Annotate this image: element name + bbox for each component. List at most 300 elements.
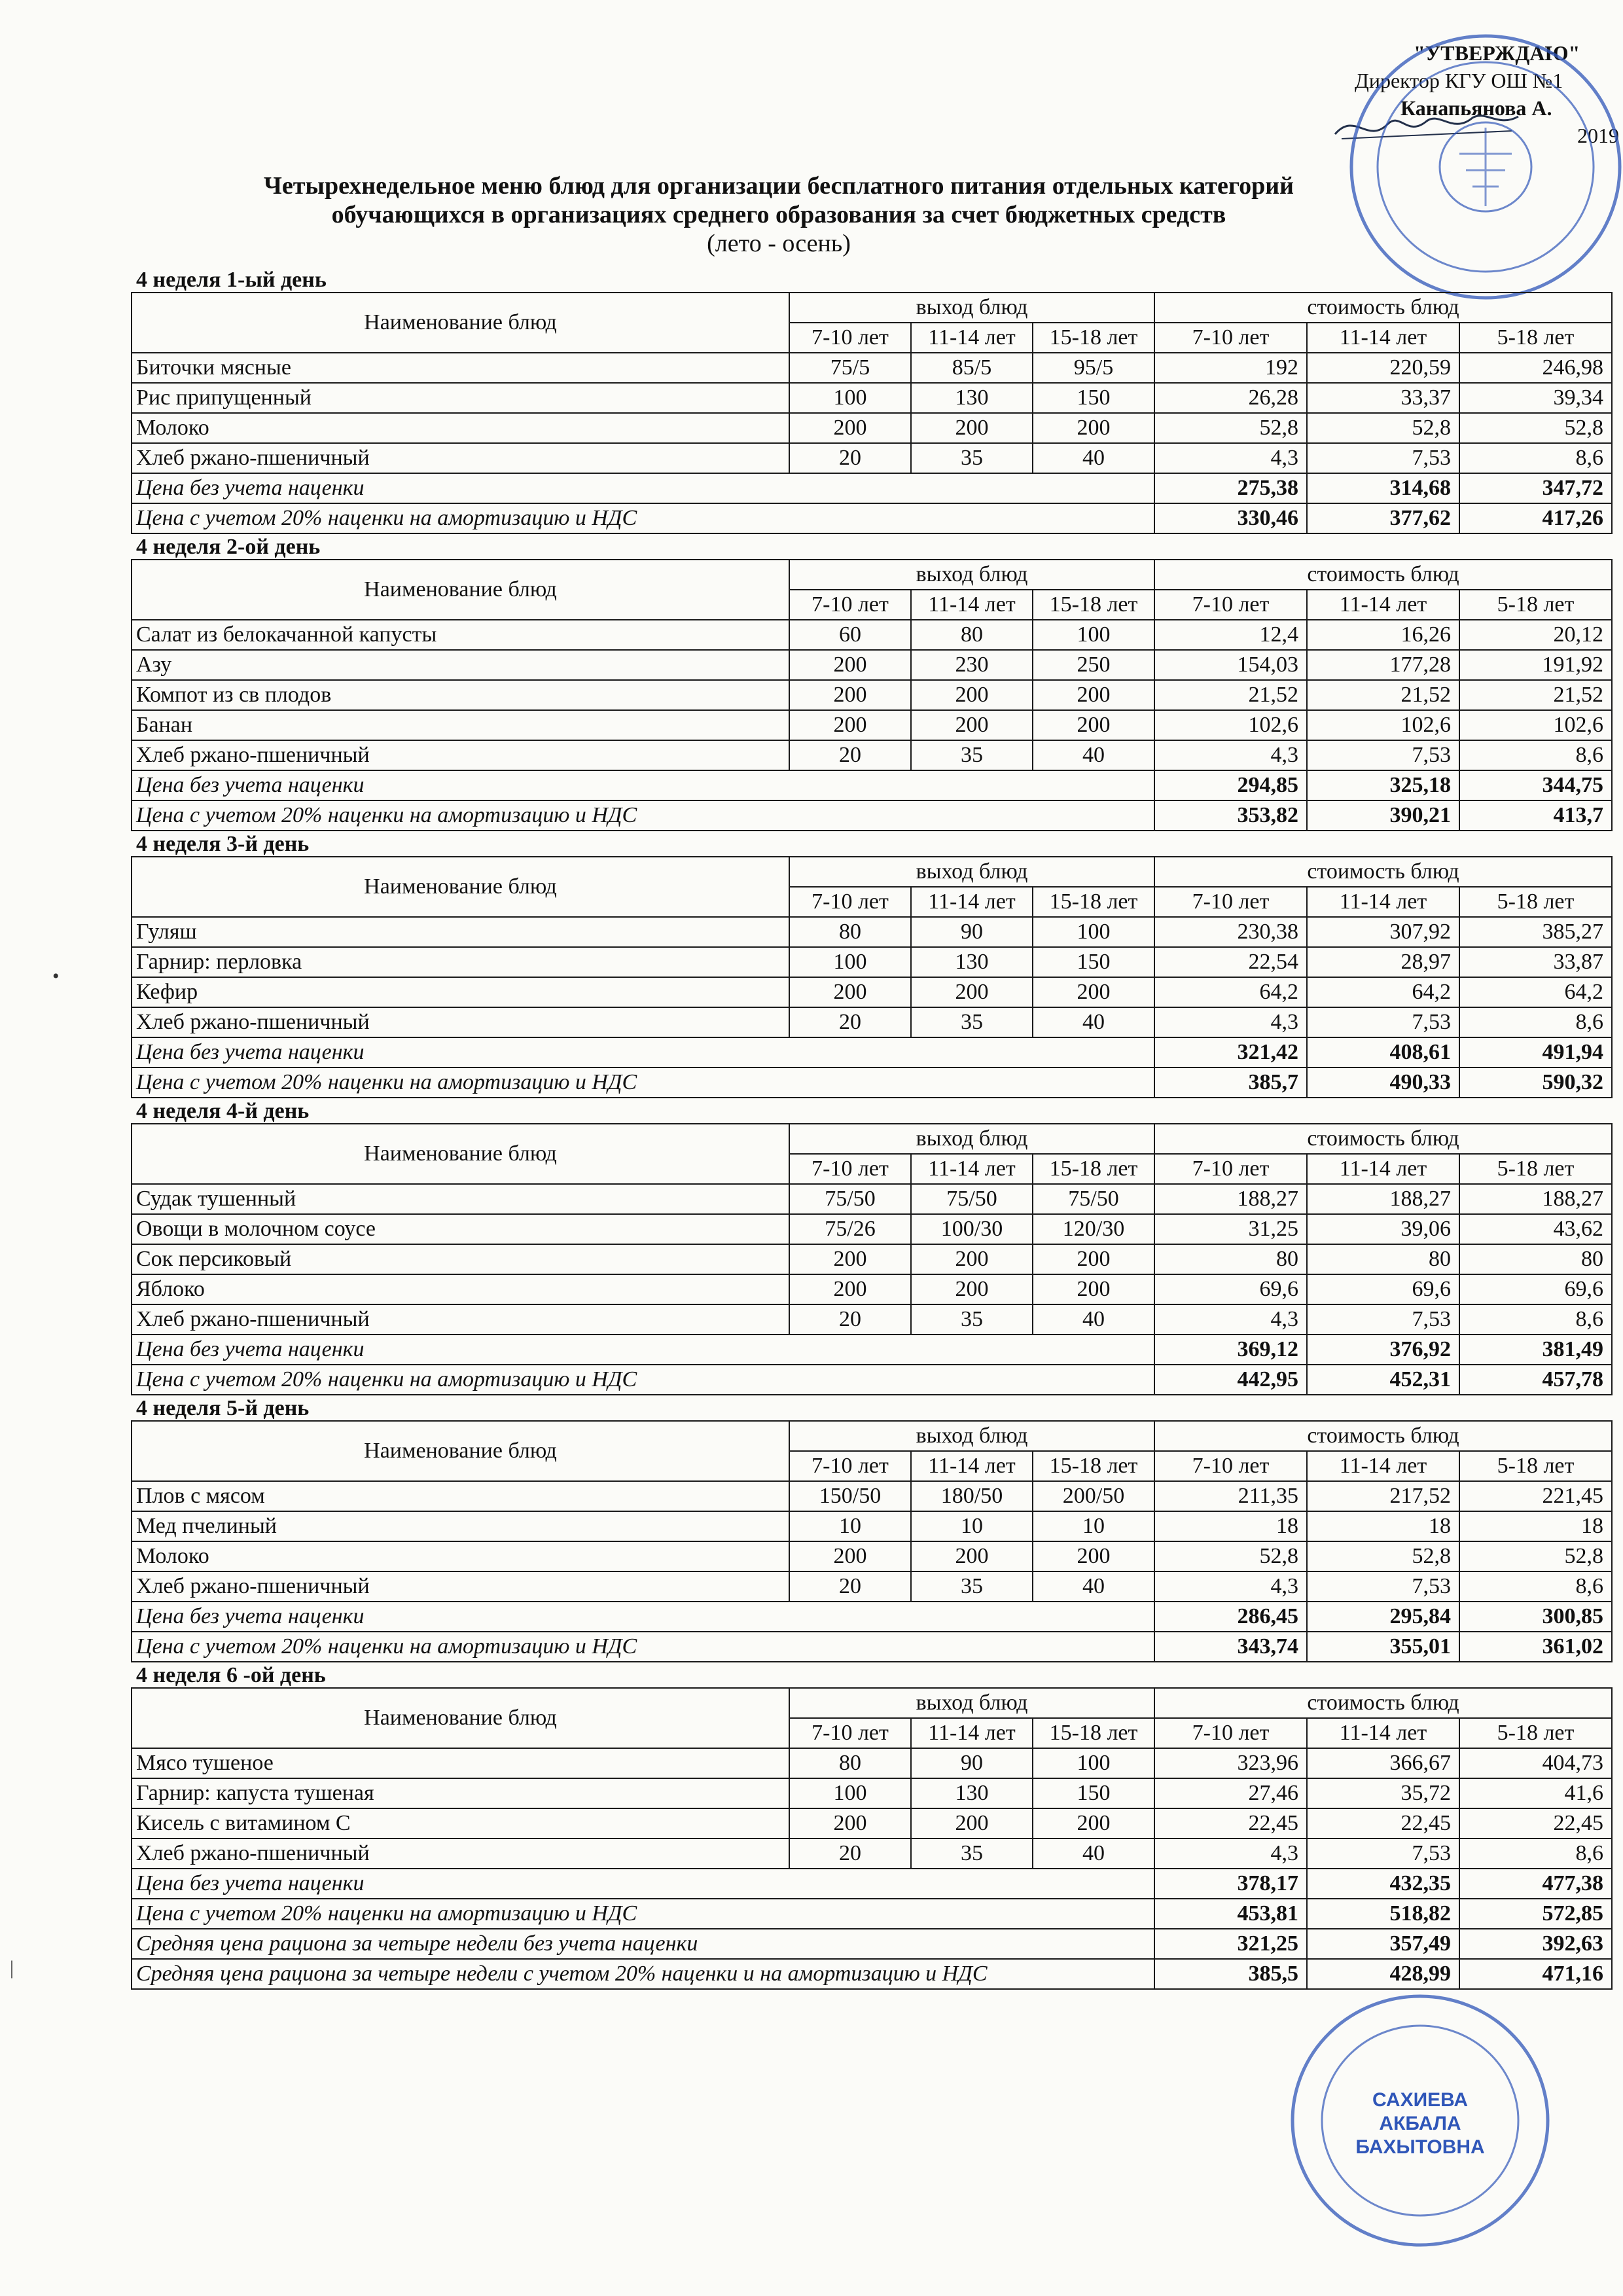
day-menu-table xyxy=(131,856,1613,1098)
dish-cost: 307,92 xyxy=(1307,917,1459,947)
summary-label: Цена без учета наценки xyxy=(132,473,1154,503)
dish-cost: 64,2 xyxy=(1154,977,1307,1007)
summary-value: 344,75 xyxy=(1459,770,1612,800)
dish-cost: 69,6 xyxy=(1154,1274,1307,1304)
summary-value: 314,68 xyxy=(1307,473,1459,503)
dish-cost: 7,53 xyxy=(1307,443,1459,473)
dish-cost: 31,25 xyxy=(1154,1214,1307,1244)
dish-name: Хлеб ржано-пшеничный xyxy=(132,1304,789,1335)
column-header-cost: стоимость блюд xyxy=(1154,1421,1612,1451)
dish-cost: 80 xyxy=(1307,1244,1459,1274)
dish-cost: 80 xyxy=(1154,1244,1307,1274)
dish-yield: 130 xyxy=(911,947,1033,977)
dish-cost: 21,52 xyxy=(1154,680,1307,710)
dish-yield: 35 xyxy=(911,740,1033,770)
column-header-dish-name: Наименование блюд xyxy=(132,1124,789,1184)
table-row xyxy=(132,1571,1612,1602)
dish-cost: 4,3 xyxy=(1154,1571,1307,1602)
dish-cost: 188,27 xyxy=(1307,1184,1459,1214)
dish-yield: 75/5 xyxy=(789,353,911,383)
dish-yield: 10 xyxy=(789,1511,911,1541)
dish-name: Биточки мясные xyxy=(132,353,789,383)
column-header-age-yield: 15-18 лет xyxy=(1033,1154,1154,1184)
column-header-age-yield: 7-10 лет xyxy=(789,1718,911,1748)
table-row xyxy=(132,1808,1612,1839)
table-row xyxy=(132,353,1612,383)
dish-cost: 21,52 xyxy=(1459,680,1612,710)
day-label: 4 неделя 3-й день xyxy=(136,832,310,856)
day-label: 4 неделя 4-й день xyxy=(136,1099,310,1123)
dish-name: Хлеб ржано-пшеничный xyxy=(132,1839,789,1869)
dish-yield: 200 xyxy=(1033,1808,1154,1839)
table-row xyxy=(132,383,1612,413)
column-header-age-yield: 11-14 лет xyxy=(911,1451,1033,1481)
dish-name: Хлеб ржано-пшеничный xyxy=(132,443,789,473)
column-header-age-cost: 7-10 лет xyxy=(1154,1718,1307,1748)
dish-name: Хлеб ржано-пшеничный xyxy=(132,1007,789,1037)
dish-cost: 7,53 xyxy=(1307,1007,1459,1037)
summary-value: 385,7 xyxy=(1154,1067,1307,1098)
average-row xyxy=(132,1959,1612,1989)
dish-name: Хлеб ржано-пшеничный xyxy=(132,1571,789,1602)
summary-label: Цена без учета наценки xyxy=(132,770,1154,800)
dish-cost: 211,35 xyxy=(1154,1481,1307,1511)
column-header-age-cost: 5-18 лет xyxy=(1459,887,1612,917)
table-row xyxy=(132,740,1612,770)
summary-value: 355,01 xyxy=(1307,1632,1459,1662)
column-header-age-yield: 7-10 лет xyxy=(789,323,911,353)
column-header-age-yield: 11-14 лет xyxy=(911,590,1033,620)
document-title-line-1: Четырехнедельное меню блюд для организации бесплатного питания отдельных категорий xyxy=(263,172,1294,200)
dish-cost: 22,54 xyxy=(1154,947,1307,977)
day-menu-table xyxy=(131,559,1613,831)
column-header-age-cost: 7-10 лет xyxy=(1154,590,1307,620)
dish-yield: 200 xyxy=(1033,680,1154,710)
column-header-cost: стоимость блюд xyxy=(1154,293,1612,323)
table-row xyxy=(132,1214,1612,1244)
dish-yield: 200 xyxy=(789,977,911,1007)
dish-name: Салат из белокачанной капусты xyxy=(132,620,789,650)
dish-yield: 20 xyxy=(789,1304,911,1335)
summary-value: 294,85 xyxy=(1154,770,1307,800)
column-header-age-yield: 15-18 лет xyxy=(1033,323,1154,353)
column-header-dish-name: Наименование блюд xyxy=(132,293,789,353)
dish-cost: 35,72 xyxy=(1307,1778,1459,1808)
column-header-age-yield: 15-18 лет xyxy=(1033,590,1154,620)
dish-yield: 100 xyxy=(1033,620,1154,650)
table-row xyxy=(132,1184,1612,1214)
summary-value: 453,81 xyxy=(1154,1899,1307,1929)
summary-value: 590,32 xyxy=(1459,1067,1612,1098)
dish-cost: 39,34 xyxy=(1459,383,1612,413)
approval-date: 2019 xyxy=(1577,124,1619,147)
summary-row xyxy=(132,1632,1612,1662)
dish-yield: 200 xyxy=(911,710,1033,740)
dish-yield: 200 xyxy=(911,413,1033,443)
table-row xyxy=(132,1778,1612,1808)
dish-yield: 200 xyxy=(1033,413,1154,443)
summary-value: 275,38 xyxy=(1154,473,1307,503)
column-header-age-cost: 5-18 лет xyxy=(1459,590,1612,620)
column-header-cost: стоимость блюд xyxy=(1154,560,1612,590)
scan-mark: | xyxy=(10,1957,14,1979)
stamp-name-2: АКБАЛА xyxy=(1379,2113,1461,2134)
dish-cost: 102,6 xyxy=(1154,710,1307,740)
column-header-dish-name: Наименование блюд xyxy=(132,1421,789,1481)
summary-row xyxy=(132,1899,1612,1929)
dish-cost: 64,2 xyxy=(1459,977,1612,1007)
day-label: 4 неделя 1-ый день xyxy=(136,268,327,292)
day-label: 4 неделя 6 -ой день xyxy=(136,1663,326,1687)
summary-value: 347,72 xyxy=(1459,473,1612,503)
dish-cost: 8,6 xyxy=(1459,1839,1612,1869)
dish-yield: 60 xyxy=(789,620,911,650)
stamp-name-1: САХИЕВА xyxy=(1372,2089,1469,2111)
summary-value: 452,31 xyxy=(1307,1365,1459,1395)
dish-yield: 200 xyxy=(1033,1541,1154,1571)
column-header-age-yield: 7-10 лет xyxy=(789,590,911,620)
summary-value: 286,45 xyxy=(1154,1602,1307,1632)
dish-cost: 80 xyxy=(1459,1244,1612,1274)
dish-yield: 35 xyxy=(911,1571,1033,1602)
dish-yield: 150 xyxy=(1033,383,1154,413)
dish-yield: 150 xyxy=(1033,1778,1154,1808)
summary-label: Цена с учетом 20% наценки на амортизацию и НДС xyxy=(132,1899,1154,1929)
dish-yield: 100 xyxy=(1033,917,1154,947)
dish-cost: 33,37 xyxy=(1307,383,1459,413)
dish-yield: 100 xyxy=(789,383,911,413)
dish-cost: 16,26 xyxy=(1307,620,1459,650)
table-row xyxy=(132,1244,1612,1274)
table-row xyxy=(132,1541,1612,1571)
table-row xyxy=(132,443,1612,473)
summary-row xyxy=(132,1365,1612,1395)
dish-yield: 40 xyxy=(1033,1839,1154,1869)
column-header-yield: выход блюд xyxy=(789,293,1154,323)
column-header-age-yield: 7-10 лет xyxy=(789,1451,911,1481)
dish-cost: 21,52 xyxy=(1307,680,1459,710)
summary-row xyxy=(132,800,1612,831)
summary-label: Цена без учета наценки xyxy=(132,1037,1154,1067)
approval-title: "УТВЕРЖДАЮ" xyxy=(1414,41,1580,65)
summary-value: 442,95 xyxy=(1154,1365,1307,1395)
average-label: Средняя цена рациона за четыре недели без учета наценки xyxy=(132,1929,1154,1959)
summary-value: 330,46 xyxy=(1154,503,1307,533)
dish-yield: 75/50 xyxy=(911,1184,1033,1214)
dish-yield: 200 xyxy=(1033,977,1154,1007)
dish-cost: 18 xyxy=(1459,1511,1612,1541)
dish-cost: 4,3 xyxy=(1154,1007,1307,1037)
dish-yield: 35 xyxy=(911,443,1033,473)
dish-name: Молоко xyxy=(132,413,789,443)
dish-cost: 28,97 xyxy=(1307,947,1459,977)
dish-yield: 200 xyxy=(911,680,1033,710)
dish-yield: 40 xyxy=(1033,740,1154,770)
dish-cost: 12,4 xyxy=(1154,620,1307,650)
dish-name: Сок персиковый xyxy=(132,1244,789,1274)
column-header-age-yield: 7-10 лет xyxy=(789,1154,911,1184)
summary-value: 353,82 xyxy=(1154,800,1307,831)
dish-yield: 200 xyxy=(789,650,911,680)
summary-label: Цена с учетом 20% наценки на амортизацию и НДС xyxy=(132,503,1154,533)
column-header-yield: выход блюд xyxy=(789,560,1154,590)
document-title-line-2: обучающихся в организациях среднего образования за счет бюджетных средств xyxy=(331,201,1226,228)
summary-value: 361,02 xyxy=(1459,1632,1612,1662)
summary-value: 390,21 xyxy=(1307,800,1459,831)
dish-cost: 20,12 xyxy=(1459,620,1612,650)
official-stamp-top xyxy=(1270,29,1623,304)
dish-cost: 7,53 xyxy=(1307,1839,1459,1869)
summary-label: Цена с учетом 20% наценки на амортизацию и НДС xyxy=(132,1632,1154,1662)
dish-name: Азу xyxy=(132,650,789,680)
dish-name: Гуляш xyxy=(132,917,789,947)
summary-label: Цена без учета наценки xyxy=(132,1602,1154,1632)
dish-yield: 20 xyxy=(789,740,911,770)
summary-value: 300,85 xyxy=(1459,1602,1612,1632)
dish-cost: 8,6 xyxy=(1459,1007,1612,1037)
dish-yield: 180/50 xyxy=(911,1481,1033,1511)
average-value: 471,16 xyxy=(1459,1959,1612,1989)
column-header-yield: выход блюд xyxy=(789,1421,1154,1451)
dish-name: Хлеб ржано-пшеничный xyxy=(132,740,789,770)
column-header-dish-name: Наименование блюд xyxy=(132,1688,789,1748)
dish-cost: 177,28 xyxy=(1307,650,1459,680)
column-header-age-cost: 5-18 лет xyxy=(1459,323,1612,353)
dish-yield: 200 xyxy=(1033,1274,1154,1304)
column-header-age-cost: 7-10 лет xyxy=(1154,1154,1307,1184)
dish-yield: 200 xyxy=(789,680,911,710)
approval-name: Канапьянова А. xyxy=(1400,96,1552,120)
dish-cost: 41,6 xyxy=(1459,1778,1612,1808)
dish-yield: 200 xyxy=(789,1244,911,1274)
average-value: 392,63 xyxy=(1459,1929,1612,1959)
dish-cost: 8,6 xyxy=(1459,1304,1612,1335)
summary-value: 343,74 xyxy=(1154,1632,1307,1662)
dish-cost: 18 xyxy=(1307,1511,1459,1541)
dish-yield: 95/5 xyxy=(1033,353,1154,383)
column-header-cost: стоимость блюд xyxy=(1154,1124,1612,1154)
column-header-age-cost: 5-18 лет xyxy=(1459,1718,1612,1748)
dish-cost: 69,6 xyxy=(1459,1274,1612,1304)
summary-value: 381,49 xyxy=(1459,1335,1612,1365)
column-header-age-yield: 11-14 лет xyxy=(911,1718,1033,1748)
dish-name: Яблоко xyxy=(132,1274,789,1304)
dish-yield: 100 xyxy=(1033,1748,1154,1778)
dish-yield: 80 xyxy=(789,917,911,947)
day-menu-table xyxy=(131,1687,1613,1990)
column-header-age-cost: 11-14 лет xyxy=(1307,590,1459,620)
column-header-age-yield: 7-10 лет xyxy=(789,887,911,917)
dish-cost: 191,92 xyxy=(1459,650,1612,680)
average-label: Средняя цена рациона за четыре недели с учетом 20% наценки и на амортизацию и НДС xyxy=(132,1959,1154,1989)
document-season: (лето - осень) xyxy=(707,230,851,257)
summary-label: Цена с учетом 20% наценки на амортизацию и НДС xyxy=(132,800,1154,831)
average-value: 321,25 xyxy=(1154,1929,1307,1959)
table-row xyxy=(132,977,1612,1007)
dish-cost: 64,2 xyxy=(1307,977,1459,1007)
dish-cost: 39,06 xyxy=(1307,1214,1459,1244)
dish-name: Гарнир: капуста тушеная xyxy=(132,1778,789,1808)
dish-cost: 52,8 xyxy=(1154,1541,1307,1571)
dish-yield: 20 xyxy=(789,443,911,473)
dish-yield: 100/30 xyxy=(911,1214,1033,1244)
summary-value: 325,18 xyxy=(1307,770,1459,800)
dish-cost: 7,53 xyxy=(1307,1304,1459,1335)
dish-cost: 52,8 xyxy=(1307,1541,1459,1571)
dish-yield: 200 xyxy=(789,1808,911,1839)
summary-label: Цена с учетом 20% наценки на амортизацию и НДС xyxy=(132,1067,1154,1098)
column-header-age-yield: 11-14 лет xyxy=(911,887,1033,917)
dish-yield: 40 xyxy=(1033,1304,1154,1335)
dish-cost: 404,73 xyxy=(1459,1748,1612,1778)
dish-cost: 220,59 xyxy=(1307,353,1459,383)
dish-yield: 75/26 xyxy=(789,1214,911,1244)
dish-name: Гарнир: перловка xyxy=(132,947,789,977)
dish-yield: 150/50 xyxy=(789,1481,911,1511)
dish-cost: 154,03 xyxy=(1154,650,1307,680)
dish-cost: 43,62 xyxy=(1459,1214,1612,1244)
dish-yield: 200 xyxy=(1033,710,1154,740)
dish-yield: 20 xyxy=(789,1007,911,1037)
document-header xyxy=(124,171,1433,258)
column-header-dish-name: Наименование блюд xyxy=(132,857,789,917)
dish-yield: 200 xyxy=(789,1541,911,1571)
column-header-age-yield: 11-14 лет xyxy=(911,323,1033,353)
summary-label: Цена без учета наценки xyxy=(132,1869,1154,1899)
table-row xyxy=(132,680,1612,710)
dish-yield: 230 xyxy=(911,650,1033,680)
dish-cost: 8,6 xyxy=(1459,1571,1612,1602)
dish-cost: 188,27 xyxy=(1459,1184,1612,1214)
dish-yield: 75/50 xyxy=(1033,1184,1154,1214)
column-header-yield: выход блюд xyxy=(789,857,1154,887)
table-row xyxy=(132,1511,1612,1541)
dish-cost: 33,87 xyxy=(1459,947,1612,977)
dish-yield: 10 xyxy=(1033,1511,1154,1541)
summary-label: Цена без учета наценки xyxy=(132,1335,1154,1365)
dish-yield: 200 xyxy=(911,1541,1033,1571)
dish-cost: 102,6 xyxy=(1307,710,1459,740)
column-header-yield: выход блюд xyxy=(789,1124,1154,1154)
menu-container xyxy=(131,267,1611,1990)
summary-value: 295,84 xyxy=(1307,1602,1459,1632)
table-row xyxy=(132,1304,1612,1335)
summary-value: 518,82 xyxy=(1307,1899,1459,1929)
dish-name: Судак тушенный xyxy=(132,1184,789,1214)
dish-cost: 27,46 xyxy=(1154,1778,1307,1808)
column-header-age-yield: 15-18 лет xyxy=(1033,887,1154,917)
summary-row xyxy=(132,1067,1612,1098)
summary-value: 432,35 xyxy=(1307,1869,1459,1899)
table-row xyxy=(132,710,1612,740)
dish-yield: 90 xyxy=(911,1748,1033,1778)
dish-cost: 52,8 xyxy=(1154,413,1307,443)
dish-yield: 200 xyxy=(789,413,911,443)
table-row xyxy=(132,1839,1612,1869)
dish-yield: 40 xyxy=(1033,1571,1154,1602)
dish-yield: 100 xyxy=(789,1778,911,1808)
column-header-age-cost: 5-18 лет xyxy=(1459,1451,1612,1481)
table-row xyxy=(132,1748,1612,1778)
day-menu-table xyxy=(131,1123,1613,1395)
dish-cost: 246,98 xyxy=(1459,353,1612,383)
dish-cost: 7,53 xyxy=(1307,1571,1459,1602)
summary-row xyxy=(132,1602,1612,1632)
table-row xyxy=(132,413,1612,443)
table-row xyxy=(132,1274,1612,1304)
dish-yield: 120/30 xyxy=(1033,1214,1154,1244)
stamp-name-3: БАХЫТОВНА xyxy=(1355,2136,1485,2158)
dish-cost: 52,8 xyxy=(1459,1541,1612,1571)
dish-cost: 22,45 xyxy=(1154,1808,1307,1839)
dish-cost: 4,3 xyxy=(1154,1304,1307,1335)
table-row xyxy=(132,1481,1612,1511)
column-header-age-cost: 11-14 лет xyxy=(1307,1718,1459,1748)
dish-cost: 8,6 xyxy=(1459,740,1612,770)
summary-row xyxy=(132,473,1612,503)
dish-yield: 35 xyxy=(911,1007,1033,1037)
summary-label: Цена с учетом 20% наценки на амортизацию и НДС xyxy=(132,1365,1154,1395)
dish-name: Мед пчелиный xyxy=(132,1511,789,1541)
dish-cost: 230,38 xyxy=(1154,917,1307,947)
column-header-age-cost: 11-14 лет xyxy=(1307,1154,1459,1184)
dish-yield: 150 xyxy=(1033,947,1154,977)
dish-cost: 188,27 xyxy=(1154,1184,1307,1214)
dish-cost: 26,28 xyxy=(1154,383,1307,413)
dish-name: Плов с мясом xyxy=(132,1481,789,1511)
dish-yield: 40 xyxy=(1033,1007,1154,1037)
dish-cost: 4,3 xyxy=(1154,443,1307,473)
summary-value: 377,62 xyxy=(1307,503,1459,533)
dish-cost: 192 xyxy=(1154,353,1307,383)
summary-value: 490,33 xyxy=(1307,1067,1459,1098)
summary-value: 417,26 xyxy=(1459,503,1612,533)
summary-row xyxy=(132,1869,1612,1899)
dish-yield: 200 xyxy=(911,977,1033,1007)
column-header-age-cost: 7-10 лет xyxy=(1154,887,1307,917)
dish-name: Рис припущенный xyxy=(132,383,789,413)
dish-cost: 4,3 xyxy=(1154,1839,1307,1869)
dish-yield: 100 xyxy=(789,947,911,977)
column-header-age-yield: 15-18 лет xyxy=(1033,1718,1154,1748)
average-value: 428,99 xyxy=(1307,1959,1459,1989)
dish-cost: 22,45 xyxy=(1459,1808,1612,1839)
table-row xyxy=(132,1007,1612,1037)
dish-cost: 52,8 xyxy=(1459,413,1612,443)
column-header-age-cost: 11-14 лет xyxy=(1307,323,1459,353)
column-header-age-yield: 11-14 лет xyxy=(911,1154,1033,1184)
dish-name: Банан xyxy=(132,710,789,740)
summary-row xyxy=(132,1037,1612,1067)
dish-yield: 35 xyxy=(911,1304,1033,1335)
dish-yield: 200 xyxy=(1033,1244,1154,1274)
dish-yield: 200 xyxy=(911,1244,1033,1274)
average-row xyxy=(132,1929,1612,1959)
dish-cost: 323,96 xyxy=(1154,1748,1307,1778)
column-header-cost: стоимость блюд xyxy=(1154,1688,1612,1718)
scan-mark: • xyxy=(52,965,60,987)
day-menu-table xyxy=(131,1420,1613,1662)
dish-cost: 366,67 xyxy=(1307,1748,1459,1778)
dish-cost: 102,6 xyxy=(1459,710,1612,740)
summary-value: 408,61 xyxy=(1307,1037,1459,1067)
dish-yield: 40 xyxy=(1033,443,1154,473)
summary-row xyxy=(132,503,1612,533)
column-header-cost: стоимость блюд xyxy=(1154,857,1612,887)
summary-value: 376,92 xyxy=(1307,1335,1459,1365)
dish-name: Кефир xyxy=(132,977,789,1007)
column-header-age-cost: 11-14 лет xyxy=(1307,887,1459,917)
